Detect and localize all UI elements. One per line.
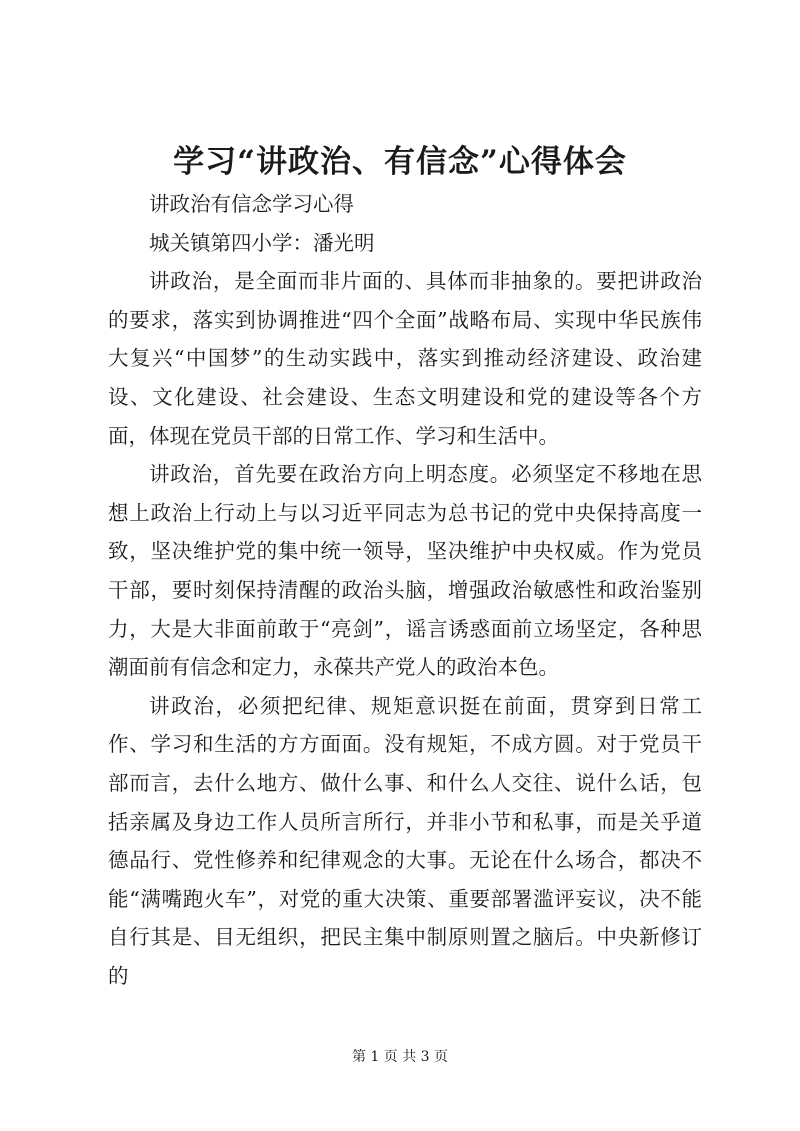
author-line: 城关镇第四小学：潘光明 [149, 230, 375, 255]
paragraph-1: 讲政治，是全面而非片面的、具体而非抽象的。要把讲政治的要求，落实到协调推进“四个全面”战略布局、实现中华民族伟大复兴“中国梦”的生动实践中，落实到推动经济建设、政治建设、文化建设、社会建设、生态文明建设和党的建设等各个方面，体现在党员干部的日常工作、学习和生活中。 [108, 269, 702, 448]
paragraph-2: 讲政治，首先要在政治方向上明态度。必须坚定不移地在思想上政治上行动上与以习近平同志为总书记的党中央保持高度一致，坚决维护党的集中统一领导，坚决维护中央权威。作为党员干部，要时刻保持清醒的政治头脑，增强政治敏感性和政治鉴别力，大是大非面前敢于“亮剑”，谣言诱惑面前立场坚定，各种思潮面前有信念和定力，永葆共产党人的政治本色。 [108, 462, 702, 680]
document-title: 学习“讲政治、有信念”心得体会 [173, 144, 627, 180]
document-body [108, 185, 702, 995]
document-subtitle: 讲政治有信念学习心得 [149, 192, 354, 216]
paragraph-3: 讲政治，必须把纪律、规矩意识挺在前面，贯穿到日常工作、学习和生活的方方面面。没有规矩，不成方圆。对于党员干部而言，去什么地方、做什么事、和什么人交往、说什么话，包括亲属及身边工作人员所言所行，并非小节和私事，而是关乎道德品行、党性修养和纪律观念的大事。无论在什么场合，都决不能“满嘴跑火车”，对党的重大决策、重要部署滥评妄议，决不能自行其是、目无组织，把民主集中制原则置之脑后。中央新修订的 [108, 693, 702, 988]
page-footer: 第 1 页 共 3 页 [351, 1049, 449, 1065]
